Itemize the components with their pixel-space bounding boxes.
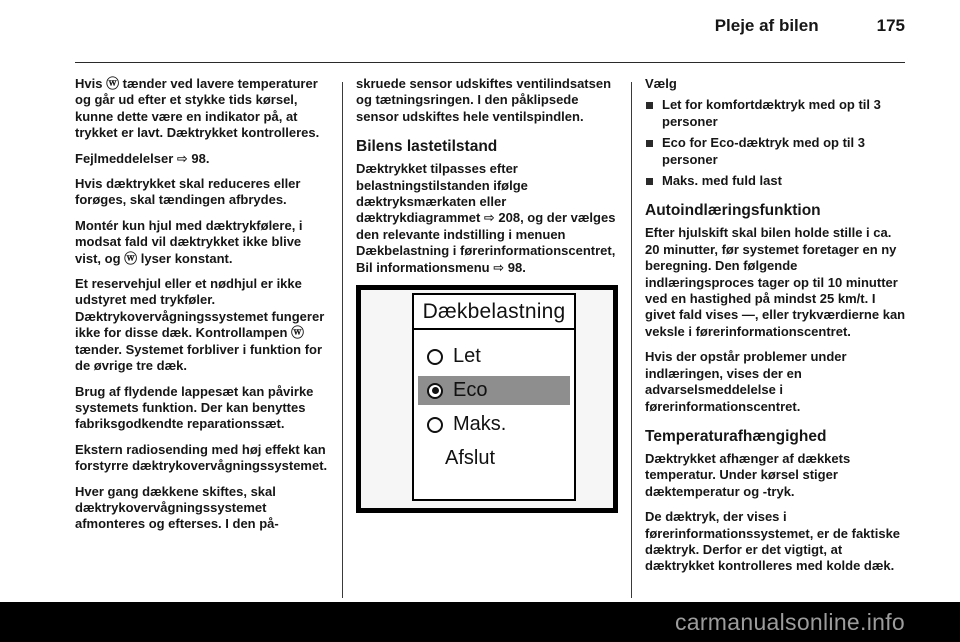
bullet-item (645, 135, 907, 168)
paragraph: Ekstern radiosending med høj effekt kan forstyrre dæktrykovervågningssystemet. (75, 441, 328, 474)
paragraph: De dæktryk, der vises i førerinformationssystemet, er de faktiske dæktryk. Derfor er det vigtigt, at dæktrykket kontrolleres med kolde dæk. (645, 509, 901, 574)
paragraph: Dæktrykket afhænger af dækkets temperatur. Under kørsel stiger dæktemperatur og -tryk. (645, 450, 851, 499)
paragraph: Montér kun hjul med dæktrykfølere, i modsat fald vil dæktrykket ikke blive vist, og ⓦ lyser konstant. (75, 217, 303, 266)
menu-option-let (418, 342, 570, 371)
watermark-bar (0, 602, 960, 642)
column-divider (342, 82, 343, 598)
menu-option-label: Afslut (445, 447, 496, 470)
menu-option-afslut (418, 444, 570, 473)
text-column-2 (356, 76, 618, 598)
section-heading-autolearn: Autoindlæringsfunktion (645, 202, 821, 220)
column-divider (631, 82, 632, 598)
section-heading-load-state: Bilens lastetilstand (356, 138, 498, 156)
paragraph: Hvis der opstår problemer under indlæringen, vises der en advarselsmeddelelse i førerinformationscentret. (645, 349, 847, 414)
paragraph: Efter hjulskift skal bilen holde stille i ca. 20 minutter, før systemet foretager en ny beregning. Den følgende indlæringsproces tager op til 10 minutter ved en hastighed på mindst 25 km/t. I givet fald vises —, eller trykværdierne kan veksle i førerinformationscentret. (645, 225, 906, 339)
paragraph: Brug af flydende lappesæt kan påvirke systemets funktion. Der kan benyttes fabriksgodkendte reparationssæt. (75, 383, 314, 432)
paragraph: Et reservehjul eller et nødhjul er ikke udstyret med trykføler. Dæktrykovervågningssystemet fungerer ikke for disse dæk. Kontrollampen ⓦ tænder. Systemet forbliver i funktion for de øvrige tre dæk. (75, 276, 325, 374)
section-title: Pleje af bilen (714, 16, 819, 35)
manual-text-columns (75, 76, 907, 598)
paragraph: Hver gang dækkene skiftes, skal dæktrykovervågningssystemet afmonteres og efterses. I den på- (75, 483, 279, 532)
menu-title: Dækbelastning (414, 295, 574, 330)
menu-option-maks (418, 410, 570, 439)
tire-load-menu (412, 293, 576, 501)
paragraph-continued: skruede sensor udskiftes ventilindsatsen og tætningsringen. I den påklipsede sensor udskiftes hele ventilspindlen. (356, 76, 612, 124)
bullet-square-icon (646, 178, 653, 185)
paragraph-reference: Fejlmeddelelser ⇨ 98. (75, 150, 210, 166)
bullet-item (645, 97, 907, 130)
section-heading-temperature: Temperaturafhængighed (645, 427, 827, 445)
text-column-3 (645, 76, 907, 598)
watermark-site-link[interactable]: carmanualsonline.info (674, 608, 905, 635)
bullet-text: Let for komfortdæktryk med op til 3 personer (662, 97, 881, 129)
tire-load-menu-figure (356, 285, 618, 513)
menu-option-label: Eco (453, 379, 488, 402)
paragraph: Dæktrykket tilpasses efter belastningstilstanden ifølge dæktryksmærkaten eller dæktrykdiagrammet ⇨ 208, og der vælges den relevante indstilling i menuen Dækbelastning i førerinformationscentret, Bil informationsmenu ⇨ 98. (356, 161, 616, 275)
select-heading: Vælg (645, 76, 677, 91)
bullet-square-icon (646, 102, 653, 109)
menu-options (414, 330, 574, 473)
page-header (75, 16, 905, 36)
radio-unselected-icon (427, 417, 443, 433)
bullet-square-icon (646, 140, 653, 147)
bullet-text: Eco for Eco-dæktryk med op til 3 personer (662, 135, 865, 167)
bullet-item (645, 173, 907, 189)
paragraph: Hvis ⓦ tænder ved lavere temperaturer og går ud efter et stykke tids kørsel, kunne dette være en indikator på, at trykket er lavt. Dæktrykket kontrolleres. (75, 76, 320, 141)
paragraph: Hvis dæktrykket skal reduceres eller forøges, skal tændingen afbrydes. (75, 176, 301, 208)
radio-unselected-icon (427, 349, 443, 365)
radio-selected-icon (427, 383, 443, 399)
menu-option-label: Let (453, 345, 481, 368)
text-column-1 (75, 76, 329, 598)
menu-option-eco-selected (418, 376, 570, 405)
header-rule (75, 62, 905, 63)
page-number: 175 (876, 16, 905, 35)
menu-option-label: Maks. (453, 413, 507, 436)
bullet-text: Maks. med fuld last (662, 173, 782, 189)
